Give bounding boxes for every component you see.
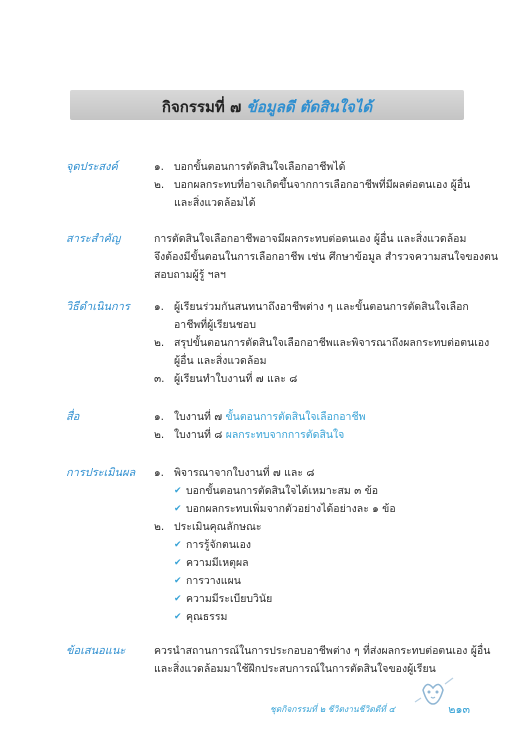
sub-item-text: การวางแผน <box>186 575 241 587</box>
section-content <box>154 464 476 626</box>
section-content <box>154 230 499 284</box>
item-text: อาชีพที่ผู้เรียนชอบ <box>174 319 256 331</box>
list-item <box>154 334 490 370</box>
sub-item-text: คุณธรรม <box>186 611 228 623</box>
section-objective <box>66 158 476 208</box>
section-label: ข้อเสนอแนะ <box>66 644 126 657</box>
sub-item-text: ความมีเหตุผล <box>186 557 249 569</box>
section-content <box>154 642 491 678</box>
item-number: ๒. <box>154 429 165 441</box>
list-item <box>154 298 476 334</box>
sub-item <box>174 608 476 626</box>
section-method <box>66 298 490 390</box>
page-number: ๒๑๓ <box>448 703 470 716</box>
item-text: บอกขั้นตอนการตัดสินใจเลือกอาชีพได้ <box>174 161 346 173</box>
activity-name: ข้อมูลดี ตัดสินใจได้ <box>246 98 373 116</box>
section-content <box>154 158 476 212</box>
section-content <box>154 298 490 388</box>
list-item <box>154 158 476 176</box>
list-item <box>154 426 476 444</box>
check-bullet-icon: ✔ <box>174 576 182 586</box>
item-text: พิจารณาจากใบงานที่ ๗ และ ๘ <box>174 467 315 479</box>
section-label: สื่อ <box>66 410 80 423</box>
list-item <box>154 464 476 482</box>
section-media <box>66 408 476 446</box>
section-essence <box>66 230 499 286</box>
sub-item <box>174 482 476 500</box>
section-label: การประเมินผล <box>66 466 136 479</box>
sub-item <box>174 500 476 518</box>
section-label: วิธีดำเนินการ <box>66 300 130 313</box>
sub-item <box>174 572 476 590</box>
worksheet-label: ใบงานที่ ๗ <box>174 411 226 423</box>
paragraph-line: จึงต้องมีขั้นตอนในการเลือกอาชีพ เช่น ศึกษาข้อมูล สำรวจความสนใจของตน <box>154 251 499 263</box>
check-bullet-icon: ✔ <box>174 594 182 604</box>
sub-item-text: บอกผลกระทบเพิ่มจากตัวอย่างได้อย่างละ ๑ ข้อ <box>186 503 396 515</box>
item-text: ผู้เรียนทำใบงานที่ ๗ และ ๘ <box>174 373 298 385</box>
section-suggestion <box>66 642 491 680</box>
item-text: และสิ่งแวดล้อมได้ <box>174 197 256 209</box>
sub-item <box>174 590 476 608</box>
list-item <box>154 518 476 536</box>
item-number: ๑. <box>154 161 165 173</box>
sub-item-text: บอกขั้นตอนการตัดสินใจได้เหมาะสม ๓ ข้อ <box>186 485 379 497</box>
page-footer <box>270 699 470 715</box>
item-text: ประเมินคุณลักษณะ <box>174 521 262 533</box>
paragraph-line: ควรนำสถานการณ์ในการประกอบอาชีพต่าง ๆ ที่ส่งผลกระทบต่อตนเอง ผู้อื่น <box>154 645 491 657</box>
check-bullet-icon: ✔ <box>174 540 182 550</box>
item-text: ผู้อื่น และสิ่งแวดล้อม <box>174 355 267 367</box>
list-item <box>154 176 476 212</box>
section-label: จุดประสงค์ <box>66 160 118 173</box>
item-text: ผู้เรียนร่วมกันสนทนาถึงอาชีพต่าง ๆ และขั้นตอนการตัดสินใจเลือก <box>174 301 469 313</box>
section-content <box>154 408 476 444</box>
item-number: ๑. <box>154 411 165 423</box>
paragraph-line: การตัดสินใจเลือกอาชีพอาจมีผลกระทบต่อตนเอง ผู้อื่น และสิ่งแวดล้อม <box>154 233 467 245</box>
list-item <box>154 408 476 426</box>
sub-item-text: การรู้จักตนเอง <box>186 539 252 551</box>
check-bullet-icon: ✔ <box>174 558 182 568</box>
item-number: ๒. <box>154 337 165 349</box>
item-number: ๒. <box>154 179 165 191</box>
sub-item-text: ความมีระเบียบวินัย <box>186 593 273 605</box>
paragraph-line: และสิ่งแวดล้อมมาใช้ฝึกประสบการณ์ในการตัดสินใจของผู้เรียน <box>154 663 436 675</box>
sub-item <box>174 554 476 572</box>
check-bullet-icon: ✔ <box>174 486 182 496</box>
item-number: ๑. <box>154 301 165 313</box>
check-bullet-icon: ✔ <box>174 612 182 622</box>
activity-number: กิจกรรมที่ ๗ <box>161 98 242 116</box>
section-label: สาระสำคัญ <box>66 232 121 245</box>
section-evaluation <box>66 464 476 624</box>
check-bullet-icon: ✔ <box>174 504 182 514</box>
item-text: สรุปขั้นตอนการตัดสินใจเลือกอาชีพและพิจารณาถึงผลกระทบต่อตนเอง <box>174 337 490 349</box>
item-number: ๒. <box>154 521 165 533</box>
activity-title <box>70 95 464 119</box>
worksheet-title: ขั้นตอนการตัดสินใจเลือกอาชีพ <box>225 411 366 423</box>
item-number: ๓. <box>154 373 165 385</box>
item-text: บอกผลกระทบที่อาจเกิดขึ้นจากการเลือกอาชีพที่มีผลต่อตนเอง ผู้อื่น <box>174 179 471 191</box>
worksheet-label: ใบงานที่ ๘ <box>174 429 226 441</box>
series-title: ชุดกิจกรรมที่ ๒ ชีวิตงานชีวิตดีที่ ๔ <box>270 705 396 715</box>
list-item <box>154 370 476 388</box>
paragraph-line: สอบถามผู้รู้ ฯลฯ <box>154 269 226 281</box>
sub-item <box>174 536 476 554</box>
item-number: ๑. <box>154 467 165 479</box>
worksheet-title: ผลกระทบจากการตัดสินใจ <box>225 429 345 441</box>
activity-title-banner <box>70 90 464 120</box>
